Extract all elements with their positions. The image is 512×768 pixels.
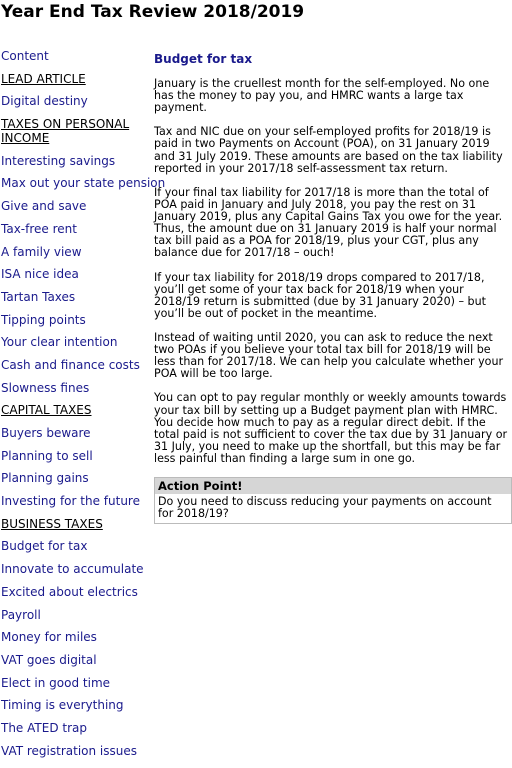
action-point-box [154, 477, 512, 524]
sidebar-item-innovate-to-accumulate[interactable]: Innovate to accumulate [1, 562, 144, 577]
sidebar-item-give-and-save[interactable]: Give and save [1, 199, 87, 214]
sidebar-item-interesting-savings[interactable]: Interesting savings [1, 153, 116, 168]
article-paragraph: Tax and NIC due on your self-employed profits for 2018/19 is paid in two Payments on Account (POA), on 31 January 2019 and 31 July 2019. These amounts are based on the tax liability reported in your 2017/18 self-assessment tax return. [154, 125, 503, 175]
sidebar-item-payroll[interactable]: Payroll [1, 607, 41, 622]
sidebar-item-isa-nice-idea[interactable]: ISA nice idea [1, 267, 79, 282]
sidebar-section-taxes-on-personal-income: TAXES ON PERSONAL INCOME [1, 117, 130, 146]
article-paragraph: If your final tax liability for 2017/18 is more than the total of POA paid in January and July 2018, you pay the rest on 31 January 2019, plus any Capital Gains Tax you owe for the year. Thus, the amount due on 31 January 2019 is half your normal tax bill paid as a POA for 2018/19, plus your CGT, plus any balance due for 2017/18 – ouch! [154, 185, 503, 260]
sidebar-item-tax-free-rent[interactable]: Tax-free rent [1, 221, 77, 236]
action-point-heading: Action Point! [155, 478, 511, 494]
sidebar-item-buyers-beware[interactable]: Buyers beware [1, 426, 91, 440]
sidebar-item-max-out-your-state-pension[interactable]: Max out your state pension [1, 176, 166, 191]
sidebar-item-cash-and-finance-costs[interactable]: Cash and finance costs [1, 357, 140, 372]
sidebar-item-budget-for-tax[interactable]: Budget for tax [1, 539, 88, 554]
sidebar-item-investing-for-the-future[interactable]: Investing for the future [1, 494, 140, 509]
sidebar-section-business-taxes: BUSINESS TAXES [1, 516, 103, 531]
sidebar-section-capital-taxes: CAPITAL TAXES [1, 403, 92, 418]
sidebar-item-planning-gains[interactable]: Planning gains [1, 471, 89, 486]
sidebar-item-digital-destiny[interactable]: Digital destiny [1, 94, 88, 109]
page-title: Year End Tax Review 2018/2019 [1, 2, 305, 22]
sidebar-nav [1, 49, 166, 766]
article-paragraph: You can opt to pay regular monthly or weekly amounts towards your tax bill by setting up a Budget payment plan with HMRC. You decide how much to pay as a regular direct debit. If the total paid is not sufficient to cover the tax due by 31 January or 31 July, you need to make up the shortfall, but this may be far less painful than finding a large sum in one go. [154, 391, 508, 465]
sidebar-item-tartan-taxes[interactable]: Tartan Taxes [1, 289, 76, 304]
sidebar-item-your-clear-intention[interactable]: Your clear intention [1, 335, 118, 350]
sidebar-item-vat-registration-issues[interactable]: VAT registration issues [1, 743, 137, 758]
sidebar-item-timing-is-everything[interactable]: Timing is everything [1, 698, 124, 713]
sidebar-item-content[interactable]: Content [1, 49, 49, 63]
sidebar-item-tipping-points[interactable]: Tipping points [1, 312, 86, 327]
sidebar-item-vat-goes-digital[interactable]: VAT goes digital [1, 652, 97, 667]
sidebar-item-slowness-fines[interactable]: Slowness fines [1, 380, 90, 395]
article-paragraph: If your tax liability for 2018/19 drops compared to 2017/18, you’ll get some of your tax back for 2018/19 when your 2018/19 return is submitted (due by 31 January 2020) – but you’ll be out of pocket in the meantime. [154, 270, 486, 320]
article-paragraph: January is the cruellest month for the self-employed. No one has the money to pay you, and HMRC wants a large tax payment. [154, 77, 490, 115]
sidebar-section-lead-article: LEAD ARTICLE [1, 71, 86, 86]
sidebar-item-elect-in-good-time[interactable]: Elect in good time [1, 675, 111, 690]
sidebar-item-excited-about-electrics[interactable]: Excited about electrics [1, 584, 138, 599]
sidebar-item-planning-to-sell[interactable]: Planning to sell [1, 448, 93, 463]
sidebar-item-a-family-view[interactable]: A family view [1, 244, 82, 259]
sidebar-item-money-for-miles[interactable]: Money for miles [1, 630, 97, 645]
action-point-text: Do you need to discuss reducing your payments on account for 2018/19? [158, 495, 492, 521]
sidebar-item-the-ated-trap[interactable]: The ATED trap [1, 720, 87, 735]
article [154, 52, 512, 524]
article-title: Budget for tax [154, 52, 253, 66]
article-paragraph: Instead of waiting until 2020, you can ask to reduce the next two POAs if you believe your total tax bill for 2018/19 will be less than for 2017/18. We can help you calculate whether your POA will be too large. [154, 330, 504, 381]
